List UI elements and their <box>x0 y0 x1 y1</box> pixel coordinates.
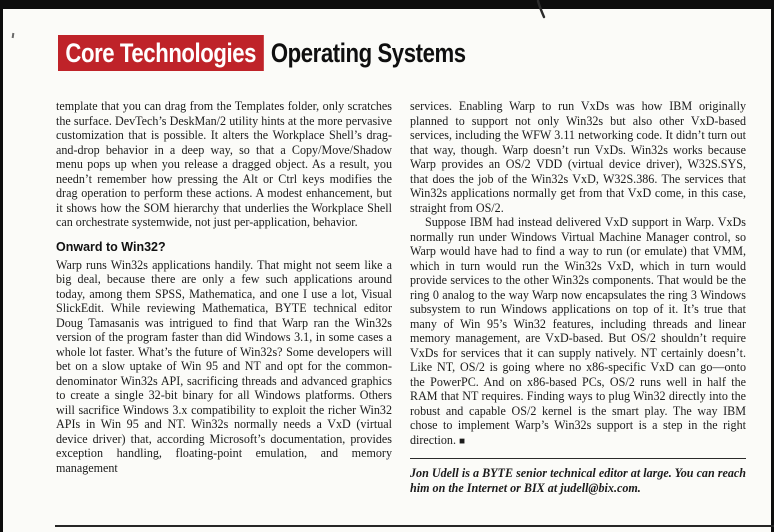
scan-left-edge <box>0 0 3 532</box>
department-header <box>58 35 466 71</box>
pen-tick-mark <box>534 0 550 22</box>
topic-label: Operating Systems <box>270 38 466 68</box>
paragraph: template that you can drag from the Templates folder, only scratches the surface. DevTech’s DeskMan/2 utility hints at the more pervasive customization that is possible. It alters the Workplace Shell’s drag-and-drop behavior in a deep way, so that a Copy/Move/Shadow menu pops up when you release a dragged object. As a result, you needn’t remember how pressing the Alt or Ctrl keys modifies the drag operation to perform these actions. A modest enhancement, but it shows how the SOM hierarchy that underlies the Workplace Shell can orchestrate systemwide, not just per-application, behavior. <box>56 99 392 229</box>
paragraph-text: Suppose IBM had instead delivered VxD support in Warp. VxDs normally run under Windows Virtual Machine Manager control, so Warp would have had to find a way to run (or emulate) that VMM, which in turn would run the Win32s VxD, which in turn would provide services to the other Win32s components. That would be the ring 0 analog to the way Warp now encapsulates the ring 3 Windows subsystem to run Windows applications on top of it. It’s true that many of Win 95’s Win32 features, including threads and linear memory management, are VxD-based. But OS/2 shouldn’t require VxDs for services that it can supply natively. NT certainly doesn’t. Like NT, OS/2 is going where no x86-specific VxD can go—onto the PowerPC. And on x86-based PCs, OS/2 runs well in half the RAM that NT requires. Finding ways to plug Win32 directly into the robust and capable OS/2 kernel is the smart play. The way IBM chose to implement Warp’s Win32s support is a step in the right direction. <box>410 215 746 447</box>
end-of-article-mark: ■ <box>459 435 466 447</box>
right-column <box>410 99 746 495</box>
subhead: Onward to Win32? <box>56 239 166 254</box>
paragraph: Warp runs Win32s applications handily. That might not seem like a big deal, because there are only a few such applications around today, among them SPSS, Mathematica, and one I use a lot, Visual SlickEdit. While reviewing Mathematica, BYTE technical editor Doug Tamasanis was intrigued to find that Warp ran the Win32s version of the program faster than did Windows 3.1, in some cases a whole lot faster. What’s the future of Win32s? Some developers will bet on a slow uptake of Win 95 and NT and opt for the common-denominator Win32s API, sacrificing threads and advanced graphics to create a single 32-bit binary for all Windows platforms. Others will sacrifice Windows 3.x compatibility to exploit the richer Win32 APIs in Win 95 and NT. Win32s normally needs a VxD (virtual device driver) that, according Microsoft’s documentation, provides exception handling, floating-point emulation, and memory management <box>56 257 392 475</box>
bottom-page-rule <box>55 525 774 527</box>
scan-top-edge <box>0 0 774 9</box>
author-byline: Jon Udell is a BYTE senior technical editor at large. You can reach him on the Internet or BIX at judell@bix.com. <box>410 466 746 495</box>
scan-speck <box>12 33 15 38</box>
byline-divider <box>410 458 746 459</box>
paragraph: services. Enabling Warp to run VxDs was how IBM originally planned to support not only Win32s but also other VxD-based services, including the WFW 3.11 networking code. It didn’t turn out that way, though. Warp doesn’t run VxDs. Win32s works because Warp provides an OS/2 VDD (virtual device driver), W32S.SYS, that does the job of the Win32s VxD, W32S.386. The services that Win32s applications normally get from that VxD come, in this case, straight from OS/2. <box>410 99 746 215</box>
paragraph <box>410 215 746 449</box>
article-columns <box>56 99 746 495</box>
left-column <box>56 99 392 495</box>
section-badge: Core Technologies <box>58 35 263 71</box>
